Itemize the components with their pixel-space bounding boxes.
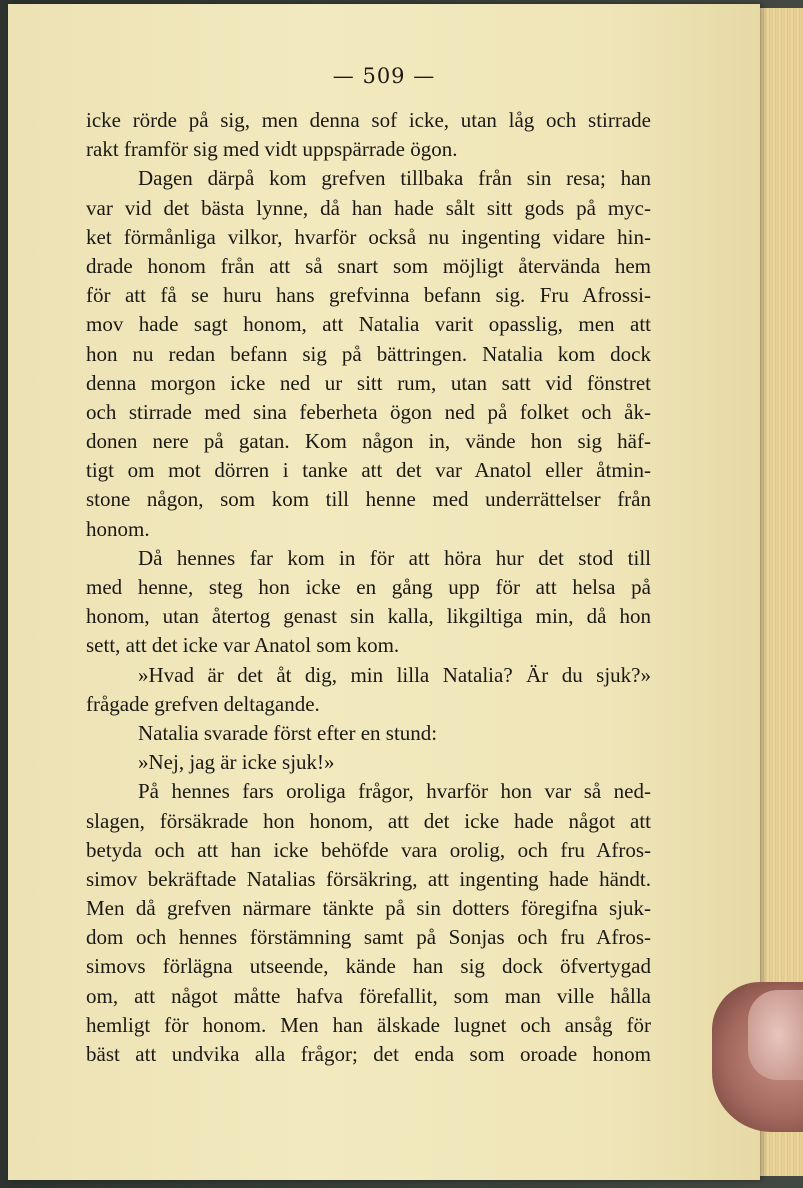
text-line: om, att något måtte hafva förefallit, som man ville hålla: [86, 983, 651, 1008]
text-line: mov hade sagt honom, att Natalia varit opasslig, men att: [86, 312, 651, 337]
text-line: frågade grefven deltagande.: [86, 691, 320, 716]
text-line: simov bekräftade Natalias försäkring, att ingenting hade händt.: [86, 866, 651, 891]
text-line: Men då grefven närmare tänkte på sin dotters föregifna sjuk-: [86, 896, 651, 921]
text-line: hon nu redan befann sig på bättringen. Natalia kom dock: [86, 341, 651, 366]
text-line: Då hennes far kom in för att höra hur det stod till: [138, 545, 651, 570]
text-line: »Hvad är det åt dig, min lilla Natalia? Är du sjuk?»: [138, 662, 651, 687]
text-line: denna morgon icke ned ur sitt rum, utan satt vid fönstret: [86, 370, 651, 395]
text-line: sett, att det icke var Anatol som kom.: [86, 633, 400, 658]
text-line: Dagen därpå kom grefven tillbaka från sin resa; han: [138, 166, 651, 191]
text-line: Natalia svarade först efter en stund:: [138, 720, 438, 745]
text-line: slagen, försäkrade hon honom, att det icke hade något att: [86, 808, 651, 833]
book-page: [8, 4, 760, 1180]
text-line: betyda och att han icke behöfde vara orolig, och fru Afros-: [86, 837, 651, 862]
text-line: rakt framför sig med vidt uppspärrade ögon.: [86, 137, 458, 162]
text-line: »Nej, jag är icke sjuk!»: [138, 750, 335, 775]
thumbnail: [748, 990, 803, 1080]
text-line: bäst att undvika alla frågor; det enda som oroade honom: [86, 1042, 651, 1066]
text-line: tigt om mot dörren i tanke att det var Anatol eller åtmin-: [86, 458, 651, 483]
text-line: donen nere på gatan. Kom någon in, vände hon sig häf-: [86, 429, 651, 454]
page-number: — 509 —: [332, 64, 436, 88]
text-line: stone någon, som kom till henne med underrättelser från: [86, 487, 651, 512]
text-line: dom och hennes förstämning samt på Sonjas och fru Afros-: [86, 925, 651, 950]
text-line: var vid det bästa lynne, då han hade sålt sitt gods på myc-: [86, 195, 651, 220]
text-line: honom, utan återtog genast sin kalla, likgiltiga min, då hon: [86, 604, 651, 629]
text-line: hemligt för honom. Men han älskade lugnet och ansåg för: [86, 1012, 651, 1037]
text-line: icke rörde på sig, men denna sof icke, utan låg och stirrade: [86, 108, 651, 132]
text-line: med henne, steg hon icke en gång upp för att helsa på: [86, 575, 651, 599]
text-line: drade honom från att så snart som möjligt återvända hem: [86, 253, 651, 278]
text-line: och stirrade med sina feberheta ögon ned på folket och åk-: [86, 399, 651, 424]
text-line: simovs förlägna utseende, kände han sig dock öfvertygad: [86, 954, 651, 979]
page-body-text: [86, 106, 651, 1069]
text-line: för att få se huru hans grefvinna befann sig. Fru Afrossi-: [86, 283, 651, 308]
text-line: På hennes fars oroliga frågor, hvarför hon var så ned-: [138, 779, 651, 804]
text-line: honom.: [86, 516, 150, 541]
text-line: ket förmånliga vilkor, hvarför också nu ingenting vidare hin-: [86, 224, 651, 249]
